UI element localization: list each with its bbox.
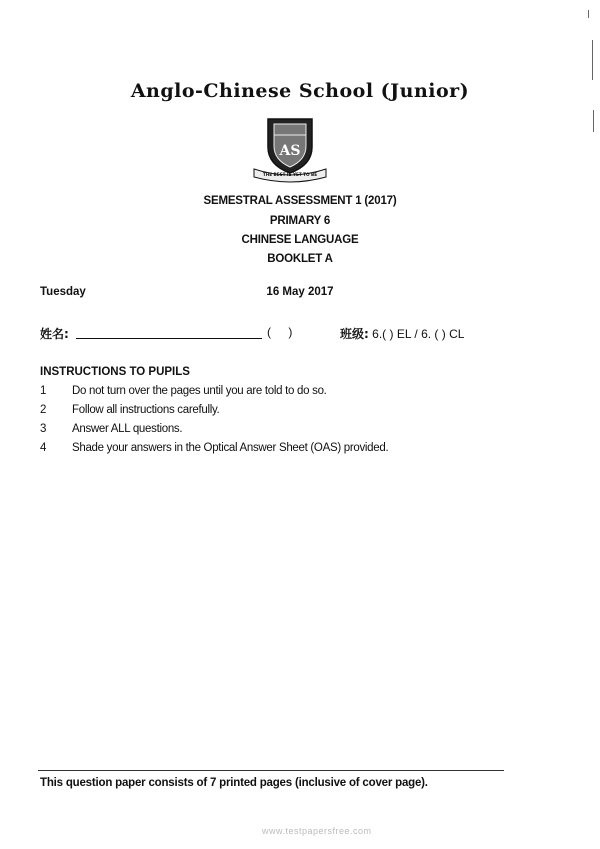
instruction-item [40,423,182,435]
footer-divider [38,770,504,771]
class-field-row [340,325,464,342]
exam-date: 16 May 2017 [266,286,334,298]
instruction-item [40,442,388,454]
school-name: Anglo-Chinese School (Junior) [130,80,470,102]
name-blank-line [76,338,262,339]
instruction-number: 2 [40,404,47,416]
class-separator: / [414,327,418,341]
assessment-title: SEMESTRAL ASSESSMENT 1 (2017) [203,195,397,207]
page-count-note: This question paper consists of 7 printed pages (inclusive of cover page). [40,777,428,789]
instruction-number: 4 [40,442,47,454]
class-cl-field: 6. ( ) CL [421,327,465,341]
instruction-number: 3 [40,423,47,435]
instruction-text: Shade your answers in the Optical Answer Sheet (OAS) provided. [72,442,389,454]
index-close-paren: ) [288,325,293,339]
instruction-text: Answer ALL questions. [72,423,183,435]
name-field-row [40,325,69,342]
index-number-field [267,325,306,339]
class-el-field: 6.( ) EL [372,327,412,341]
name-label: 姓名: [40,327,69,341]
exam-day: Tuesday [40,286,86,298]
school-crest-icon [250,115,330,183]
level-title: PRIMARY 6 [269,215,331,227]
subject-title: CHINESE LANGUAGE [241,234,359,246]
instruction-text: Follow all instructions carefully. [72,404,220,416]
crest-initials: AS [279,143,301,159]
booklet-title: BOOKLET A [267,253,333,265]
instructions-title: INSTRUCTIONS TO PUPILS [40,366,190,378]
instruction-item [40,404,219,416]
scan-margin-mark [593,110,594,132]
scan-margin-mark [588,10,589,18]
scan-margin-mark [592,40,593,80]
instruction-text: Do not turn over the pages until you are told to do so. [72,385,327,397]
watermark: www.testpapersfree.com [262,826,372,836]
crest-motto: THE BEST IS YET TO BE [262,172,318,177]
class-label: 班级: [340,327,369,341]
instruction-number: 1 [40,385,47,397]
instruction-item [40,385,327,397]
index-open-paren: ( [267,325,271,339]
